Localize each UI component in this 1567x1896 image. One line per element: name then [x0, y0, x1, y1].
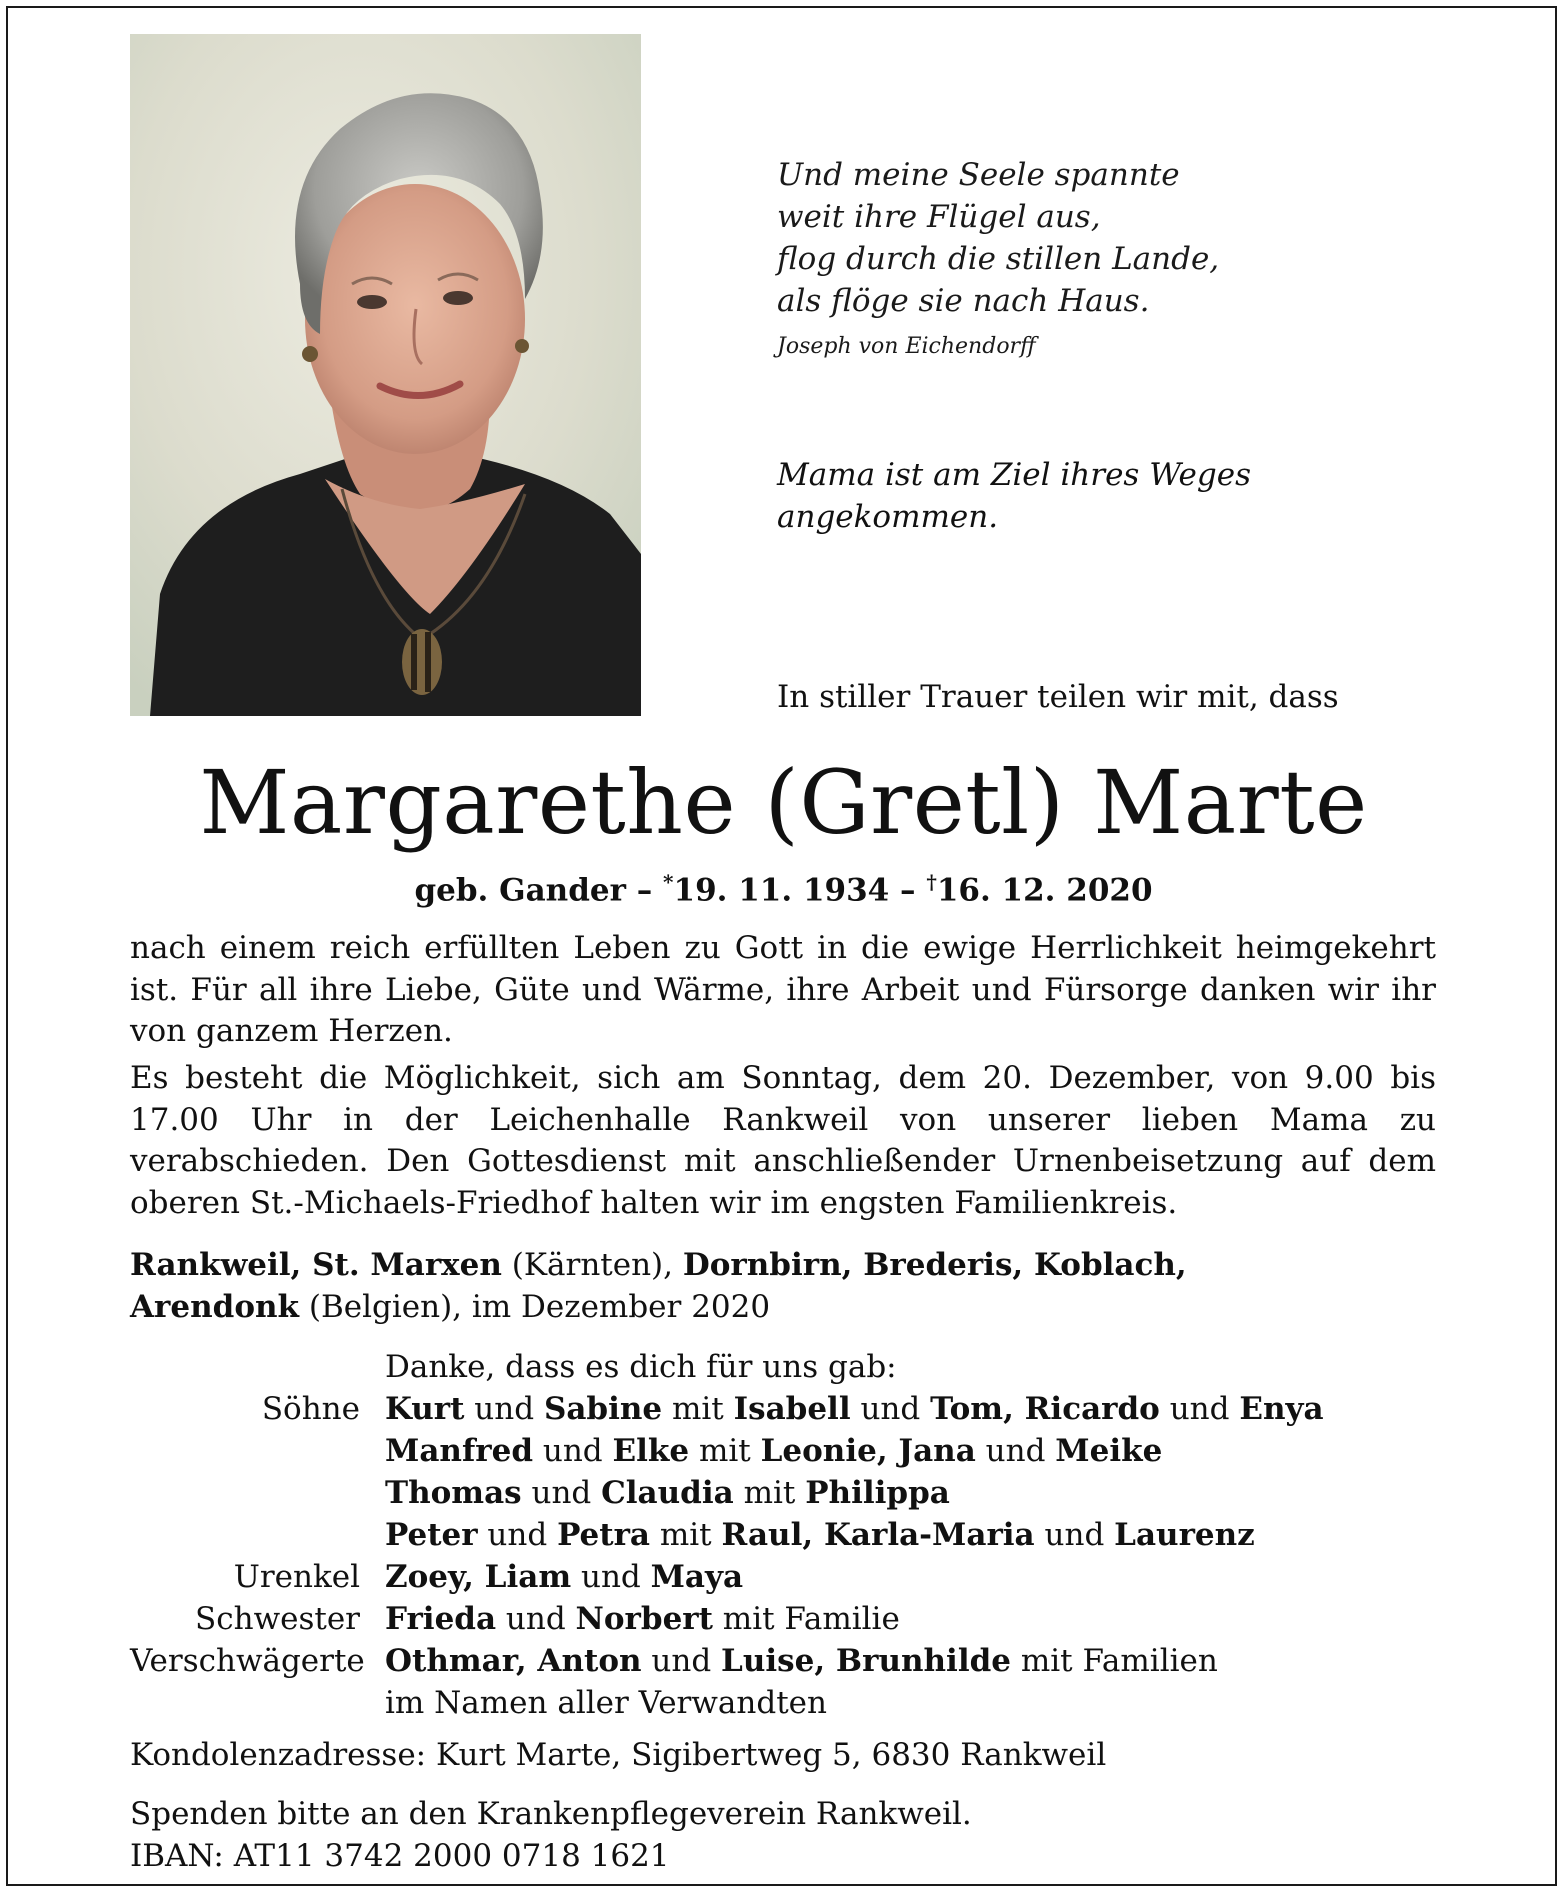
family-member-name: Leonie, Jana [760, 1433, 976, 1469]
place-region: (Kärnten), [501, 1247, 683, 1283]
connector-text: und [496, 1601, 576, 1637]
secondary-quote [777, 454, 1337, 538]
family-member-name: Raul, Karla-Maria [721, 1517, 1035, 1553]
family-members [385, 1682, 827, 1724]
donation-info [130, 1793, 972, 1877]
family-member-name: Sabine [543, 1391, 663, 1427]
connector-text: und [464, 1391, 544, 1427]
connector-text: und [850, 1391, 931, 1427]
place-names: Arendonk [130, 1289, 300, 1325]
connector-text: mit [733, 1475, 806, 1511]
donation-text: Spenden bitte an den Krankenpflegeverein Rankweil. [130, 1796, 972, 1832]
poem-line: als flöge sie nach Haus. [777, 283, 1150, 319]
place-line-1 [130, 1244, 1187, 1286]
family-row [130, 1682, 1324, 1724]
family-members [385, 1640, 1218, 1682]
connector-text: und [571, 1559, 651, 1595]
family-relation-label: Verschwägerte [130, 1643, 365, 1679]
quote-line: angekommen. [777, 499, 999, 535]
family-relation-label [130, 1682, 385, 1724]
family-members [385, 1472, 950, 1514]
separator: – [900, 872, 916, 909]
family-member-name: Kurt [385, 1391, 465, 1427]
connector-text: mit Familien [1011, 1643, 1218, 1679]
family-member-name: Enya [1239, 1391, 1324, 1427]
family-member-name: Tom, Ricardo [930, 1391, 1160, 1427]
family-member-name: Philippa [805, 1475, 950, 1511]
connector-text: und [533, 1433, 613, 1469]
connector-text: und [975, 1433, 1056, 1469]
family-relation-label [130, 1472, 385, 1514]
family-member-name: Elke [612, 1433, 690, 1469]
family-relation-label: Schwester [195, 1601, 360, 1637]
family-member-name: Zoey, Liam [385, 1559, 572, 1595]
family-row [130, 1388, 1324, 1430]
connector-text: mit Familie [712, 1601, 900, 1637]
place-region-date: (Belgien), im Dezember 2020 [299, 1289, 771, 1325]
family-member-name: Manfred [385, 1433, 534, 1469]
death-symbol: † [926, 870, 937, 894]
family-relation-label: Urenkel [233, 1559, 360, 1595]
paragraph-announcement: nach einem reich erfüllten Leben zu Gott in die ewige Herrlichkeit heimgekehrt ist. Für all ihre Liebe, Güte und Wärme, ihre Arbeit und Fürsorge danken wir ihr von ganzem Herzen. [130, 930, 1436, 1049]
paragraph-farewell-info: Es besteht die Möglichkeit, sich am Sonntag, dem 20. Dezember, von 9.00 bis 17.00 Uhr in der Leichenhalle Rankweil von unserer lieben Mama zu verabschieden. Den Gottesdienst mit anschließender Urnenbeisetzung auf dem oberen St.-Michaels-Friedhof halten wir im engsten Familienkreis. [130, 1060, 1436, 1221]
separator: – [636, 872, 653, 909]
family-members [385, 1514, 1255, 1556]
family-members [385, 1430, 1162, 1472]
birth-symbol: * [663, 870, 674, 894]
connector-text: und [521, 1475, 602, 1511]
quote-line: Mama ist am Ziel ihres Weges [777, 457, 1251, 493]
family-member-name: Maya [650, 1559, 744, 1595]
family-members [385, 1346, 897, 1388]
family-member-name: Laurenz [1114, 1517, 1255, 1553]
family-member-name: Claudia [601, 1475, 734, 1511]
portrait-photo [130, 34, 641, 716]
connector-text: und [1034, 1517, 1115, 1553]
family-member-name: Meike [1055, 1433, 1163, 1469]
family-members [385, 1388, 1324, 1430]
family-member-name: Norbert [575, 1601, 713, 1637]
family-row [130, 1556, 1324, 1598]
family-row [130, 1640, 1324, 1682]
family-member-name: Luise, Brunhilde [721, 1643, 1012, 1679]
family-row [130, 1430, 1324, 1472]
place-line-2 [130, 1286, 1187, 1328]
place-names: Rankweil, St. Marxen [130, 1247, 502, 1283]
intro-text: In stiller Trauer teilen wir mit, dass [777, 679, 1339, 715]
birth-date: 19. 11. 1934 [673, 872, 890, 909]
family-member-name: Petra [557, 1517, 651, 1553]
family-row [130, 1472, 1324, 1514]
family-member-name: Thomas [385, 1475, 522, 1511]
poem-line: Und meine Seele spannte [777, 157, 1180, 193]
family-relation-label [130, 1346, 385, 1388]
family-relation-label: Söhne [261, 1391, 360, 1427]
connector-text: mit [689, 1433, 761, 1469]
poem-author: Joseph von Eichendorff [777, 334, 1036, 359]
death-date: 16. 12. 2020 [936, 872, 1153, 909]
connector-text: Danke, dass es dich für uns gab: [385, 1349, 897, 1385]
connector-text: mit [662, 1391, 734, 1427]
connector-text: und [477, 1517, 558, 1553]
family-relation-label [130, 1430, 385, 1472]
family-relation-label [130, 1514, 385, 1556]
birth-name: geb. Gander [414, 872, 626, 909]
life-dates [0, 862, 1567, 910]
poem-line: weit ihre Flügel aus, [777, 199, 1101, 235]
connector-text: und [1159, 1391, 1240, 1427]
connector-text: im Namen aller Verwandten [385, 1685, 827, 1721]
donation-iban: IBAN: AT11 3742 2000 0718 1621 [130, 1838, 670, 1874]
place-names: Dornbirn, Brederis, Koblach, [682, 1247, 1187, 1283]
connector-text: und [641, 1643, 722, 1679]
portrait-illustration [130, 34, 641, 716]
family-member-name: Frieda [385, 1601, 497, 1637]
connector-text: mit [650, 1517, 722, 1553]
poem-line: flog durch die stillen Lande, [777, 241, 1220, 277]
family-row [130, 1514, 1324, 1556]
family-members [385, 1556, 743, 1598]
family-member-name: Peter [385, 1517, 478, 1553]
family-members [385, 1598, 900, 1640]
family-member-name: Isabell [733, 1391, 851, 1427]
poem [777, 154, 1219, 362]
place-and-date [130, 1244, 1187, 1328]
family-list [130, 1346, 1324, 1724]
condolence-address: Kondolenzadresse: Kurt Marte, Sigibertweg 5, 6830 Rankweil [130, 1737, 1107, 1773]
family-row [130, 1598, 1324, 1640]
family-member-name: Othmar, Anton [385, 1643, 642, 1679]
family-row [130, 1346, 1324, 1388]
deceased-name: Margarethe (Gretl) Marte [199, 751, 1368, 854]
